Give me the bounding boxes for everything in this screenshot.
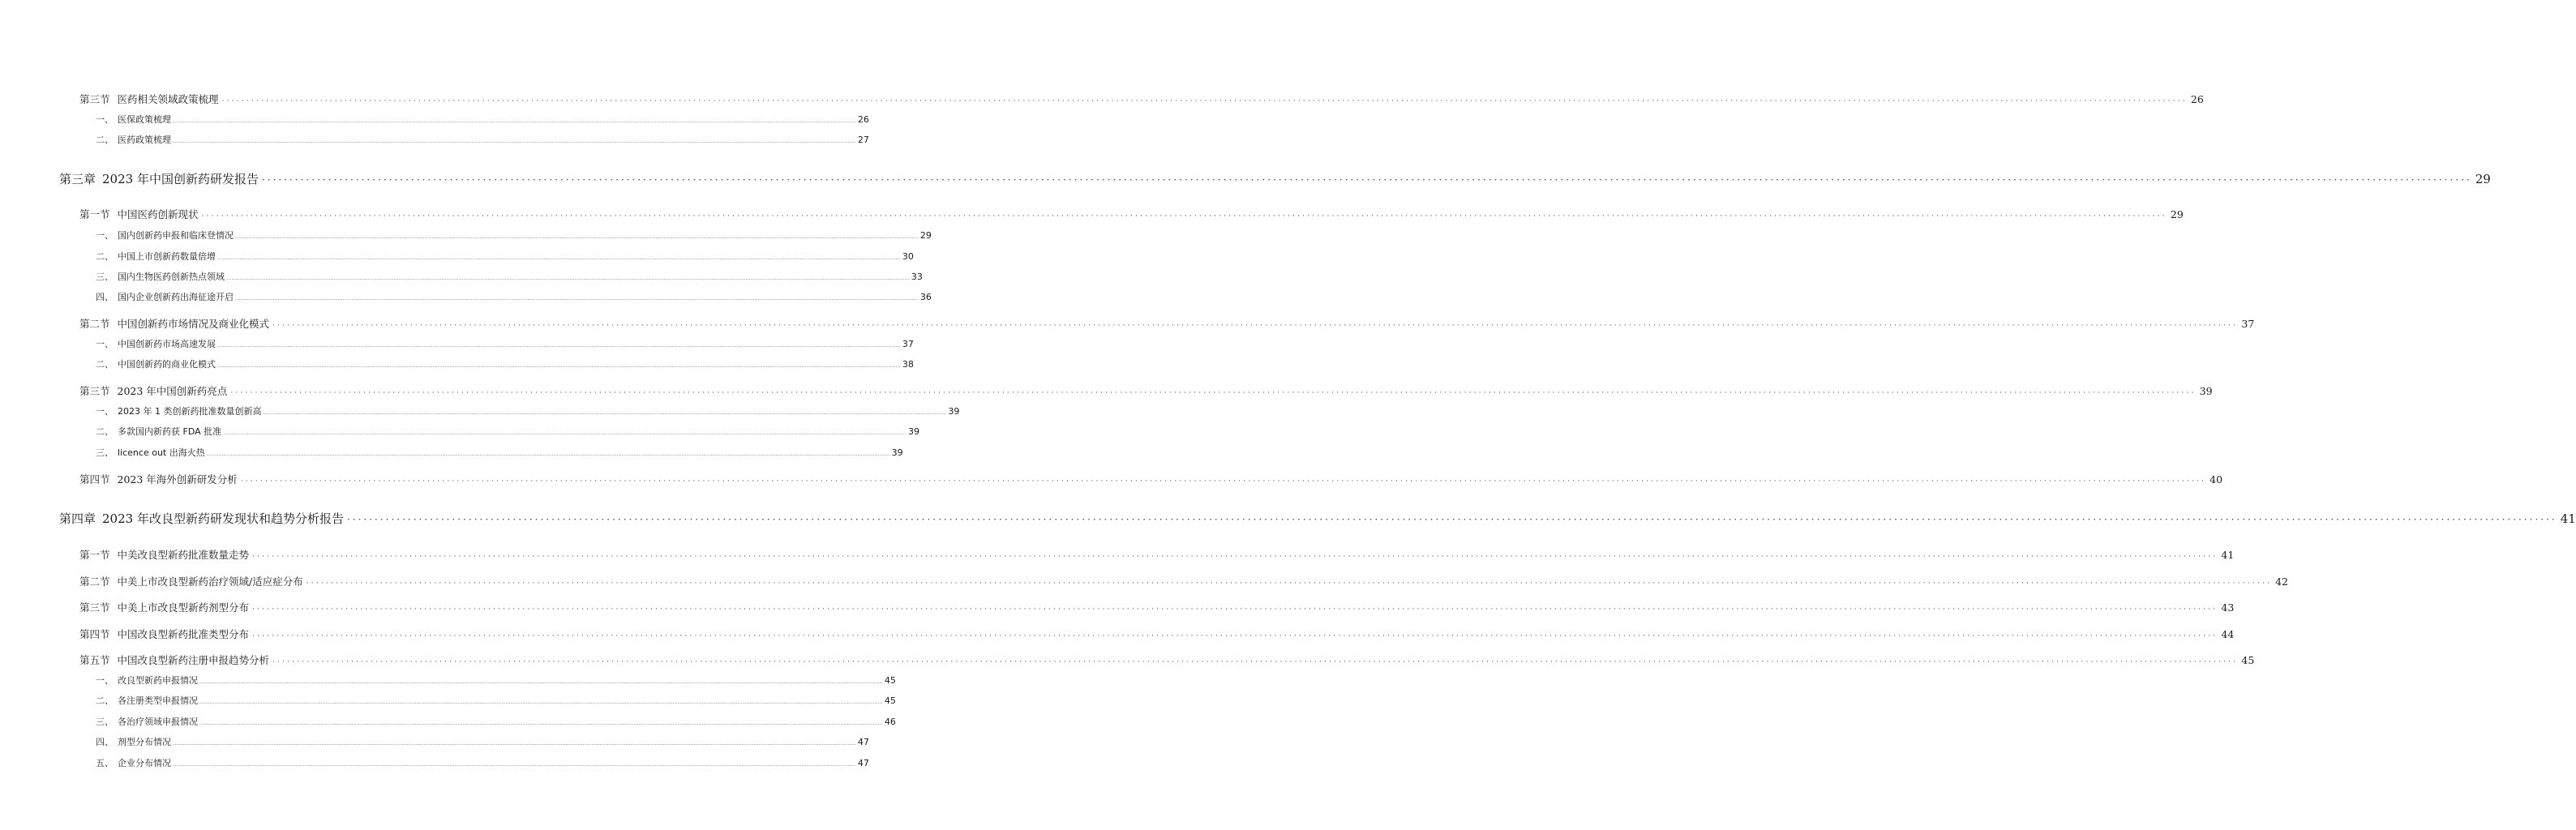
toc-entry-title: 医药政策梳理: [118, 135, 171, 145]
toc-entry-title: 中国上市创新药数量倍增: [118, 251, 216, 262]
toc-item-row[interactable]: [96, 270, 923, 283]
toc-entry-number: 第三节: [79, 385, 110, 397]
toc-entry-number: 二、: [96, 359, 114, 370]
toc-item-row[interactable]: [96, 735, 869, 748]
toc-entry-number: 一、: [96, 675, 114, 686]
toc-entry-title: 中国改良型新药注册申报趋势分析: [117, 654, 270, 666]
toc-item-row[interactable]: [96, 715, 896, 728]
toc-entry-number: 四、: [96, 737, 114, 747]
toc-page-number: 45: [2241, 654, 2255, 666]
dot-leader: ................................................................................................................................................................................................................................................................................................................................................................................................................: [173, 118, 856, 124]
toc-page-number: 26: [2190, 93, 2204, 105]
toc-page-number: 37: [2241, 318, 2255, 330]
toc-entry-number: 二、: [96, 251, 114, 262]
toc-page-number: 41: [2221, 549, 2235, 561]
dot-leader: ................................................................................................................................................................................................................................................................................................................................................................................................................: [217, 255, 901, 261]
toc-entry-number: 第一节: [79, 208, 110, 220]
toc-entry-number: 二、: [96, 426, 114, 437]
toc-page-number: 29: [2475, 172, 2491, 186]
toc-entry-title: licence out 出海火热: [118, 447, 205, 458]
toc-entry-title: 中美改良型新药批准数量走势: [117, 549, 250, 561]
toc-entry-title: 中国改良型新药批准类型分布: [117, 628, 250, 640]
toc-section-row[interactable]: [79, 207, 2184, 221]
toc-page-number: 33: [911, 272, 923, 282]
toc-entry-title: 2023 年海外创新研发分析: [117, 473, 238, 486]
toc-item-row[interactable]: [96, 337, 914, 350]
toc-page-number: 37: [902, 339, 914, 349]
toc-entry-number: 三、: [96, 447, 114, 458]
dot-leader: ................................................................................................................................................................................................................................................................................................................................................................................................................: [199, 700, 883, 705]
toc-page-number: 39: [948, 406, 960, 417]
toc-entry-number: 二、: [96, 695, 114, 706]
toc-page-number: 45: [884, 695, 896, 706]
toc-entry-number: 五、: [96, 758, 114, 768]
toc-section-row[interactable]: [79, 627, 2235, 641]
dot-leader: ················································································································································································································································································································································································································: [240, 477, 2207, 486]
dot-leader: ················································································································································································································································································································································································································: [252, 632, 2218, 640]
toc-entry-number: 一、: [96, 406, 114, 417]
toc-entry-number: 第四节: [79, 473, 110, 486]
toc-page-number: 38: [902, 359, 914, 370]
toc-entry-number: 第五节: [79, 654, 110, 666]
toc-entry-number: 第二节: [79, 318, 110, 330]
toc-entry-number: 第三节: [79, 601, 110, 614]
toc-item-row[interactable]: [96, 756, 869, 769]
toc-item-row[interactable]: [96, 674, 896, 687]
dot-leader: ................................................................................................................................................................................................................................................................................................................................................................................................................: [263, 410, 947, 416]
toc-entry-title: 中国创新药市场高速发展: [118, 339, 216, 349]
dot-leader: ················································································································································································································································································································································································································: [252, 553, 2218, 561]
toc-entry-number: 第三章: [59, 172, 96, 186]
toc-section-row[interactable]: [79, 316, 2255, 331]
toc-page-number: 29: [2170, 208, 2184, 220]
toc-item-row[interactable]: [96, 113, 869, 126]
toc-item-row[interactable]: [96, 404, 960, 417]
toc-section-row[interactable]: [79, 574, 2288, 588]
dot-leader: ................................................................................................................................................................................................................................................................................................................................................................................................................: [235, 296, 919, 302]
toc-entry-number: 三、: [96, 717, 114, 727]
toc-section-row[interactable]: [79, 383, 2213, 398]
toc-entry-title: 医药相关领域政策梳理: [117, 93, 219, 105]
dot-leader: ................................................................................................................................................................................................................................................................................................................................................................................................................: [226, 276, 910, 281]
dot-leader: ················································································································································································································································································································································································································: [261, 174, 2472, 186]
toc-entry-number: 第四节: [79, 628, 110, 640]
toc-entry-title: 国内创新药申报和临床登情况: [118, 230, 234, 241]
dot-leader: ················································································································································································································································································································································································································: [252, 605, 2218, 614]
toc-page-number: 39: [2199, 385, 2213, 397]
toc-chapter-row[interactable]: [59, 170, 2491, 187]
dot-leader: ................................................................................................................................................................................................................................................................................................................................................................................................................: [206, 451, 890, 457]
toc-entry-number: 第四章: [59, 511, 96, 526]
toc-page-number: 46: [884, 717, 896, 727]
toc-entry-number: 一、: [96, 114, 114, 125]
toc-page-number: 36: [919, 292, 932, 302]
toc-section-row[interactable]: [79, 652, 2255, 667]
toc-entry-number: 一、: [96, 230, 114, 241]
dot-leader: ................................................................................................................................................................................................................................................................................................................................................................................................................: [173, 741, 856, 747]
toc-entry-number: 第三节: [79, 93, 110, 105]
toc-item-row[interactable]: [96, 250, 914, 263]
toc-item-row[interactable]: [96, 290, 932, 303]
toc-page-number: 39: [891, 447, 903, 458]
toc-section-row[interactable]: [79, 472, 2223, 486]
toc-item-row[interactable]: [96, 694, 896, 707]
dot-leader: ················································································································································································································································································································································································································: [346, 514, 2557, 525]
toc-entry-title: 中国创新药市场情况及商业化模式: [117, 318, 270, 330]
toc-entry-number: 二、: [96, 135, 114, 145]
toc-section-row[interactable]: [79, 600, 2235, 614]
dot-leader: ................................................................................................................................................................................................................................................................................................................................................................................................................: [217, 343, 901, 349]
toc-entry-title: 国内企业创新药出海征途开启: [118, 292, 234, 302]
toc-entry-title: 各注册类型申报情况: [118, 695, 198, 706]
toc-page-number: 45: [884, 675, 896, 686]
toc-entry-title: 各治疗领域申报情况: [118, 717, 198, 727]
toc-item-row[interactable]: [96, 133, 869, 146]
toc-entry-title: 2023 年中国创新药研发报告: [102, 172, 259, 186]
toc-entry-title: 中国创新药的商业化模式: [118, 359, 216, 370]
dot-leader: ................................................................................................................................................................................................................................................................................................................................................................................................................: [235, 234, 919, 240]
toc-page-number: 41: [2560, 511, 2576, 526]
dot-leader: ················································································································································································································································································································································································································: [230, 389, 2197, 397]
toc-entry-number: 第一节: [79, 549, 110, 561]
toc-entry-title: 2023 年中国创新药亮点: [117, 385, 228, 397]
toc-item-row[interactable]: [96, 357, 914, 370]
toc-page-number: 47: [857, 737, 869, 747]
toc-page-number: 47: [857, 758, 869, 768]
toc-page-number: 29: [919, 230, 932, 241]
toc-entry-title: 国内生物医药创新热点领域: [118, 272, 225, 282]
toc-entry-title: 剂型分布情况: [118, 737, 171, 747]
toc-item-row[interactable]: [96, 425, 920, 438]
toc-page-number: 26: [857, 114, 869, 125]
dot-leader: ................................................................................................................................................................................................................................................................................................................................................................................................................: [199, 679, 883, 685]
dot-leader: ................................................................................................................................................................................................................................................................................................................................................................................................................: [217, 363, 901, 369]
toc-entry-number: 四、: [96, 292, 114, 302]
toc-entry-title: 中美上市改良型新药治疗领域/适应症分布: [117, 575, 303, 588]
dot-leader: ················································································································································································································································································································································································································: [221, 97, 2188, 105]
toc-entry-title: 企业分布情况: [118, 758, 171, 768]
toc-item-row[interactable]: [96, 446, 903, 459]
dot-leader: ................................................................................................................................................................................................................................................................................................................................................................................................................: [223, 430, 907, 436]
toc-entry-title: 医保政策梳理: [118, 114, 171, 125]
toc-page-number: 43: [2221, 601, 2235, 614]
toc-entry-title: 改良型新药申报情况: [118, 675, 198, 686]
toc-page-number: 42: [2275, 575, 2288, 588]
toc-page-number: 40: [2210, 473, 2223, 486]
dot-leader: ................................................................................................................................................................................................................................................................................................................................................................................................................: [173, 762, 856, 768]
dot-leader: ................................................................................................................................................................................................................................................................................................................................................................................................................: [173, 139, 856, 144]
toc-page-number: 44: [2221, 628, 2235, 640]
toc-page-number: 30: [902, 251, 914, 262]
toc-entry-title: 2023 年改良型新药研发现状和趋势分析报告: [102, 511, 344, 526]
toc-item-row[interactable]: [96, 229, 932, 242]
dot-leader: ................................................................................................................................................................................................................................................................................................................................................................................................................: [199, 721, 883, 726]
toc-chapter-row[interactable]: [59, 510, 2576, 527]
toc-entry-number: 第二节: [79, 575, 110, 588]
toc-page-number: 39: [908, 426, 920, 437]
toc-entry-title: 2023 年 1 类创新药批准数量创新高: [118, 406, 262, 417]
toc-entry-number: 三、: [96, 272, 114, 282]
dot-leader: ················································································································································································································································································································································································································: [201, 212, 2167, 220]
dot-leader: ················································································································································································································································································································································································································: [306, 580, 2273, 588]
toc-entry-title: 多款国内新药获 FDA 批准: [118, 426, 222, 437]
toc-page-number: 27: [857, 135, 869, 145]
dot-leader: ················································································································································································································································································································································································································: [272, 658, 2239, 666]
dot-leader: ················································································································································································································································································································································································································: [272, 322, 2239, 330]
toc-entry-number: 一、: [96, 339, 114, 349]
toc-entry-title: 中国医药创新现状: [117, 208, 199, 220]
toc-section-row[interactable]: [79, 547, 2235, 562]
toc-entry-title: 中美上市改良型新药剂型分布: [117, 601, 250, 614]
toc-section-row[interactable]: [79, 92, 2204, 106]
